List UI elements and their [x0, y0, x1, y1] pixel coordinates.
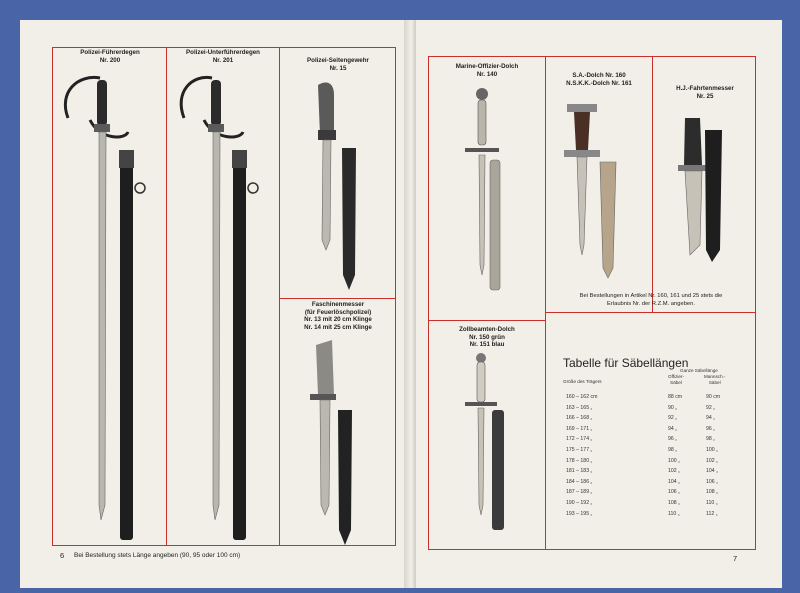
sabre-201-illustration — [181, 77, 258, 540]
cell-size: 193 – 195 „ — [566, 510, 593, 517]
caption-polizei-unterfuehrerdegen: Polizei-Unterführerdegen Nr. 201 — [186, 49, 260, 64]
cell-team: 102 „ — [706, 457, 718, 464]
left-footer-note: Bei Bestellung stets Länge angeben (90, 95 oder 100 cm) — [74, 552, 241, 559]
caption-polizei-seitengewehr: Polizei-Seitengewehr Nr. 15 — [307, 57, 369, 72]
cell-size: 172 – 174 „ — [566, 436, 593, 443]
cell-officer: 110 „ — [668, 510, 680, 517]
cell-officer: 88 cm — [668, 394, 683, 400]
hj-knife-illustration — [678, 118, 722, 262]
customs-dagger-illustration — [465, 353, 504, 530]
cell-team: 108 „ — [706, 489, 718, 496]
cell-size: 169 – 171 „ — [566, 425, 593, 432]
cell-size: 178 – 180 „ — [566, 457, 593, 464]
cell-officer: 94 „ — [668, 425, 677, 432]
cell-team: 110 „ — [706, 500, 718, 506]
cell-size: 166 – 168 „ — [566, 415, 593, 422]
cell-officer: 104 „ — [668, 478, 680, 485]
cell-team: 96 „ — [706, 425, 715, 432]
cell-team: 90 cm — [706, 394, 721, 400]
cell-officer: 106 „ — [668, 489, 680, 496]
fascine-knife-illustration — [310, 340, 352, 545]
cell-officer: 92 „ — [668, 415, 677, 422]
cell-officer: 108 „ — [668, 500, 680, 506]
caption-polizei-fuehrerdegen: Polizei-Führerdegen Nr. 200 — [80, 49, 140, 64]
bayonet-illustration — [318, 82, 356, 290]
cell-size: 160 – 162 cm — [566, 394, 598, 400]
cell-size: 175 – 177 „ — [566, 447, 593, 453]
cell-size: 187 – 189 „ — [566, 489, 593, 496]
cell-officer: 90 „ — [668, 404, 677, 411]
cell-size: 184 – 186 „ — [566, 478, 593, 485]
table-header-total: Ganze Säbellänge — [680, 368, 718, 373]
sabre-200-illustration — [65, 77, 145, 540]
caption-faschinenmesser: Faschinenmesser (für Feuerlöschpolizei) Nr. 13 mit 20 cm Klinge Nr. 14 mit 25 cm Klinge — [304, 301, 372, 331]
cell-officer: 98 „ — [668, 447, 677, 453]
table-header-size: Größe des Trägers — [563, 379, 602, 384]
cell-officer: 96 „ — [668, 436, 677, 443]
table-title: Tabelle für Säbellängen — [563, 356, 689, 370]
cell-size: 163 – 165 „ — [566, 404, 593, 411]
caption-zollbeamten-dolch: Zollbeamten-Dolch Nr. 150 grün Nr. 151 blau — [459, 326, 515, 348]
page-number-right: 7 — [733, 554, 738, 563]
cell-team: 92 „ — [706, 404, 715, 411]
order-note: Bei Bestellungen in Artikel Nr. 160, 161 und 25 stets die Erlaubnis Nr. der R.Z.M. angeben. — [579, 293, 723, 307]
naval-dagger-illustration — [465, 88, 500, 290]
page-number-left: 6 — [60, 551, 65, 560]
cell-size: 181 – 183 „ — [566, 468, 593, 475]
cell-team: 104 „ — [706, 468, 718, 475]
cell-size: 190 – 192 „ — [566, 500, 593, 506]
cell-team: 106 „ — [706, 478, 718, 485]
caption-hj-fahrtenmesser: H.J.-Fahrtenmesser Nr. 25 — [676, 85, 734, 100]
cell-officer: 102 „ — [668, 468, 680, 475]
cell-officer: 100 „ — [668, 457, 680, 464]
table-header-officer: Offizier- Säbel — [668, 374, 684, 385]
sa-dagger-illustration — [564, 104, 616, 278]
cell-team: 98 „ — [706, 436, 715, 443]
caption-sa-nskk-dolch: S.A.-Dolch Nr. 160 N.S.K.K.-Dolch Nr. 161 — [566, 72, 632, 87]
cell-team: 112 „ — [706, 510, 718, 517]
caption-marine-offizier-dolch: Marine-Offizier-Dolch Nr. 140 — [455, 63, 519, 78]
table-header-team: Mannsch.- Säbel — [704, 374, 726, 385]
cell-team: 94 „ — [706, 415, 715, 422]
cell-team: 100 „ — [706, 447, 718, 453]
